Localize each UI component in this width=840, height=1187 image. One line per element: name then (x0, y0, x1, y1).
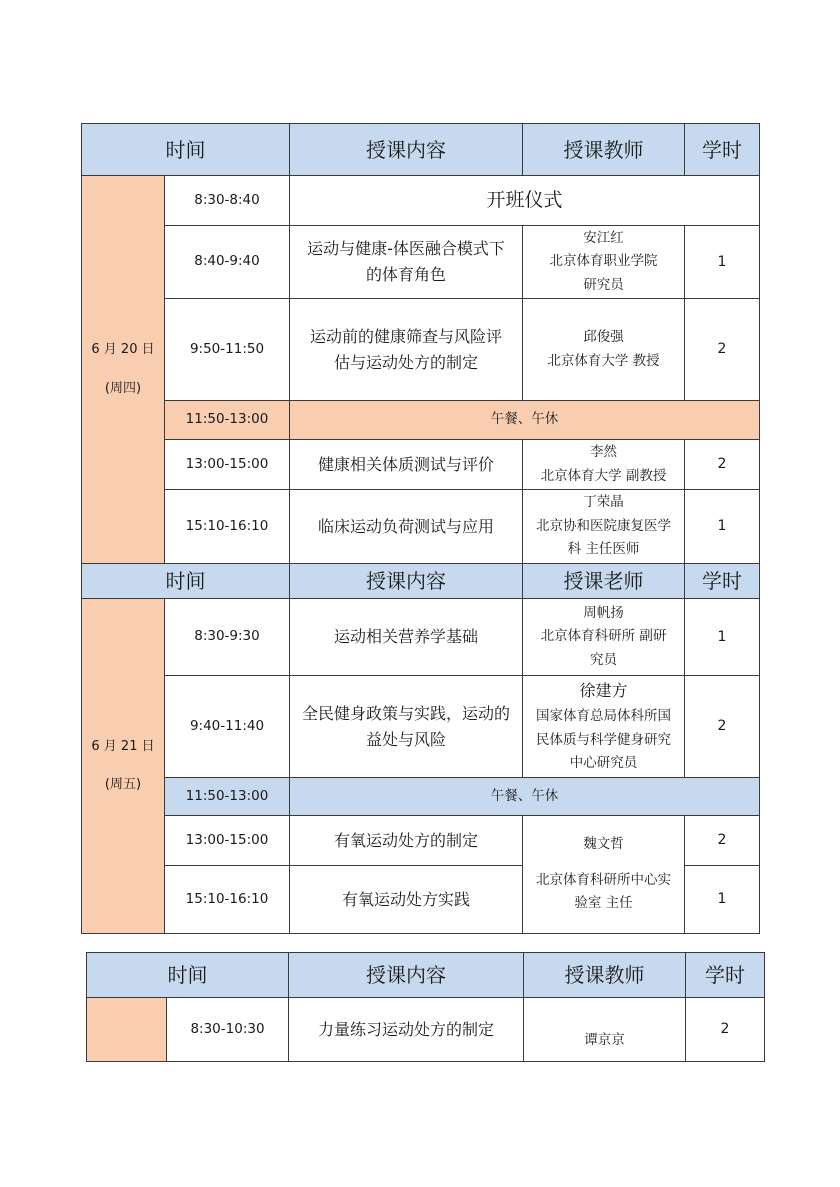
teacher-cell (523, 490, 685, 564)
header-content: 授课内容 (290, 124, 523, 176)
time-cell: 15:10-16:10 (165, 866, 290, 934)
topic-line: 运动与健康-体医融合模式下 (307, 239, 505, 259)
teacher-line: 北京体育科研所中心实 (536, 871, 671, 888)
header-teacher: 授课教师 (523, 124, 685, 176)
ceremony-cell: 开班仪式 (290, 176, 760, 226)
schedule-table-main (81, 123, 760, 934)
hours-cell: 2 (685, 816, 760, 866)
teacher-line: 民体质与科学健身研究 (536, 731, 671, 748)
table-row (82, 226, 760, 299)
teacher-line: 研究员 (583, 276, 624, 293)
topic-line: 的体育角色 (365, 265, 446, 284)
teacher-line: 北京协和医院康复医学 (536, 517, 671, 534)
teacher-line: 北京体育大学 副教授 (540, 467, 667, 484)
header-hours: 学时 (686, 953, 765, 998)
header-time: 时间 (87, 953, 289, 998)
date-label: 6 月 21 日 (91, 738, 155, 754)
date-cell-day1 (82, 176, 165, 564)
teacher-line: 魏文哲 (583, 836, 624, 853)
table-row (82, 176, 760, 226)
hours-cell: 2 (685, 676, 760, 778)
time-cell: 15:10-16:10 (165, 490, 290, 564)
time-cell: 8:30-8:40 (165, 176, 290, 226)
header-teacher: 授课教师 (524, 953, 686, 998)
header-content: 授课内容 (290, 564, 523, 599)
table-row (87, 998, 765, 1062)
teacher-line: 安江红 (583, 229, 624, 246)
topic-cell: 临床运动负荷测试与应用 (290, 490, 523, 564)
weekday-label: (周四) (104, 380, 142, 396)
teacher-line: 究员 (590, 651, 617, 668)
teacher-line: 徐建方 (579, 681, 628, 701)
time-cell: 8:30-9:30 (165, 599, 290, 676)
teacher-line: 邱俊强 (583, 328, 624, 345)
header-row (82, 124, 760, 176)
header-time: 时间 (82, 124, 290, 176)
table-row (82, 599, 760, 676)
teacher-cell (523, 440, 685, 490)
teacher-cell (523, 599, 685, 676)
time-cell: 11:50-13:00 (165, 401, 290, 440)
time-cell: 9:50-11:50 (165, 299, 290, 401)
teacher-line: 北京体育大学 教授 (547, 352, 660, 369)
hours-cell: 2 (685, 299, 760, 401)
topic-line: 益处与风险 (365, 729, 446, 749)
header-content: 授课内容 (289, 953, 524, 998)
lunch-cell: 午餐、午休 (290, 401, 760, 440)
topic-cell: 有氧运动处方实践 (290, 866, 523, 934)
table-row (82, 676, 760, 778)
topic-line: 运动前的健康筛查与风险评 (309, 326, 502, 346)
topic-cell: 力量练习运动处方的制定 (289, 998, 524, 1062)
table-row (82, 299, 760, 401)
lunch-cell: 午餐、午休 (290, 778, 760, 816)
teacher-line: 周帆扬 (583, 604, 624, 621)
time-cell: 8:30-10:30 (167, 998, 289, 1062)
teacher-cell (523, 226, 685, 299)
hours-cell: 1 (685, 226, 760, 299)
time-cell: 9:40-11:40 (165, 676, 290, 778)
header-hours: 学时 (685, 564, 760, 599)
teacher-cell (523, 676, 685, 778)
lunch-row (82, 778, 760, 816)
teacher-line: 国家体育总局体科所国 (536, 708, 671, 725)
teacher-line: 科 主任医师 (567, 541, 640, 558)
schedule-table-day3 (86, 952, 765, 1062)
date-cell-day2 (82, 599, 165, 934)
topic-cell: 健康相关体质测试与评价 (290, 440, 523, 490)
teacher-line: 验室 主任 (574, 895, 633, 912)
table-row (82, 816, 760, 866)
teacher-line: 丁荣晶 (583, 494, 624, 511)
teacher-cell-shared (523, 816, 685, 934)
hours-cell: 1 (685, 599, 760, 676)
topic-line: 估与运动处方的制定 (333, 352, 478, 372)
topic-cell (290, 676, 523, 778)
teacher-line: 北京体育职业学院 (549, 253, 658, 270)
topic-cell (290, 299, 523, 401)
header-row (87, 953, 765, 998)
header-hours: 学时 (685, 124, 760, 176)
teacher-line: 谭京京 (584, 1032, 625, 1049)
date-cell-day3 (87, 998, 167, 1062)
time-cell: 13:00-15:00 (165, 816, 290, 866)
teacher-line: 中心研究员 (569, 755, 638, 772)
teacher-cell (524, 998, 686, 1062)
hours-cell: 1 (685, 866, 760, 934)
table-row (82, 490, 760, 564)
header-time: 时间 (82, 564, 290, 599)
weekday-label: (周五) (104, 777, 142, 792)
table-row (82, 440, 760, 490)
topic-cell: 运动相关营养学基础 (290, 599, 523, 676)
lunch-row (82, 401, 760, 440)
header-row-2 (82, 564, 760, 599)
hours-cell: 2 (685, 440, 760, 490)
time-cell: 8:40-9:40 (165, 226, 290, 299)
teacher-cell (523, 299, 685, 401)
teacher-line: 北京体育科研所 副研 (540, 628, 667, 645)
date-label: 6 月 20 日 (91, 342, 155, 358)
hours-cell: 2 (686, 998, 765, 1062)
time-cell: 11:50-13:00 (165, 778, 290, 816)
topic-cell: 有氧运动处方的制定 (290, 816, 523, 866)
hours-cell: 1 (685, 490, 760, 564)
teacher-line: 李然 (590, 443, 617, 460)
time-cell: 13:00-15:00 (165, 440, 290, 490)
header-teacher: 授课老师 (523, 564, 685, 599)
topic-line: 全民健身政策与实践，运动的 (301, 703, 510, 723)
topic-cell (290, 226, 523, 299)
